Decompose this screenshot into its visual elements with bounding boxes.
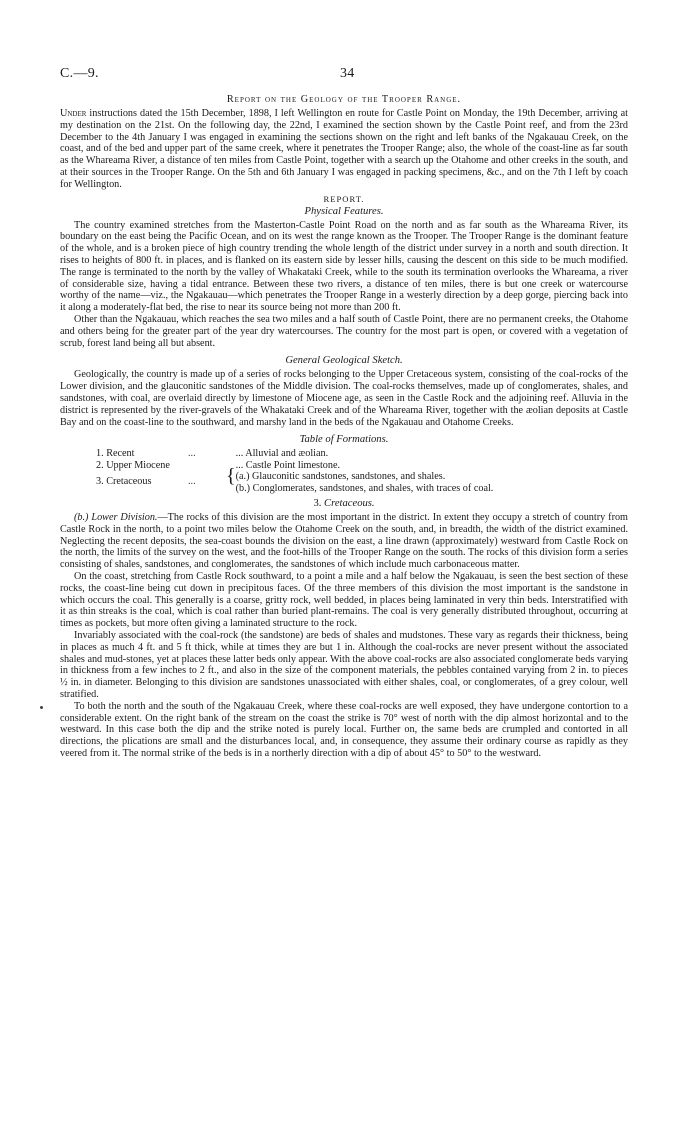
physical-features-heading: Physical Features. [304, 205, 384, 217]
lower-division-label: (b.) Lower Division. [74, 511, 158, 523]
report-heading: REPORT. [323, 193, 365, 204]
geological-paragraph-1: Geologically, the country is made up of a series of rocks belonging to the Upper Cretaceous system, consisting of the coal-rocks of the Lower division, and the glauconitic sandstones of the Middle division. The coal-rocks themselves, made up of conglomerates, shales, and sandstones, with coal, are overlaid directly by limestone of Miocene age, as seen in the Castle Rock and the adjoining reef. Alluvia in the district is represented by the river-gravels of the Whakataki Creek and of the Whareama River, together with the æolian deposits at Castle Bay and on the coast-line to the southward, and marshy land in the beds of the Ngakauau and Otahome Creeks. [60, 369, 628, 428]
formation-description: ... Alluvial and æolian. [235, 448, 329, 460]
cretaceous-heading [60, 498, 628, 509]
table-row [96, 460, 493, 471]
formation-name: 2. Upper Miocene [96, 459, 170, 471]
geological-sketch-heading: General Geological Sketch. [285, 355, 403, 367]
margin-dot [40, 706, 43, 709]
formations-heading: Table of Formations. [299, 434, 389, 446]
physical-paragraph-1: The country examined stretches from the Masterton-Castle Point Road on the north and as far south as the Whareama River, its boundary on the east being the Pacific Ocean, and on its west the range known as the Trooper. The Trooper Range is the dominant feature of the whole, and is a broken piece of high country trending the whole length of the district under survey in a north and south direction. It rises to heights of 800 ft. in places, and is flanked on its eastern side by lesser hills, causing the descent on this side to be much modified. The range is terminated to the north by the valley of Whakataki Creek, while to the south its termination overlooks the Whareama, a river of considerable size, having a tidal entrance. Between these two rivers, a distance of ten miles, there is but one creek or watercourse worthy of the name—viz., the Ngakauau—which penetrates the Trooper Range in a westerly direction by a deep gorge, piercing back into it along a moderately-flat bed, the rise to near its source being not more than 200 ft. [60, 219, 628, 314]
page-body [60, 58, 628, 760]
formation-name: 1. Recent [96, 448, 135, 460]
formation-leader [188, 460, 226, 471]
formation-description-a: (a.) Glauconitic sandstones, sandstones, and shales. [235, 471, 446, 483]
document-code: C.—9. [60, 66, 99, 81]
intro-text: instructions dated the 15th December, 1898, I left Wellington en route for Castle Point on Monday, the 19th December, arriving at my destination on the 21st. On the following day, the 22nd, I examined the section shown by the Castle Point reef, and from the 23rd December to the 4th January I was engaged in examining the sections shown on the right and left banks of the Ngakauau Creek, on the coast, and of the bed and upper part of the same creek, where it penetrates the Trooper Range; also, the whole of the coast-line as far south as the Whareama River, a distance of ten miles from Castle Point, together with a search up the Otahome and other creeks in the south, and at their sources in the Trooper Range. On the 5th and 6th January I was engaged in packing specimens, &c., and on the 7th I left by coach for Wellington. [60, 108, 628, 190]
brace-symbol: { [226, 465, 236, 488]
intro-paragraph [60, 108, 628, 191]
cretaceous-paragraph-4: To both the north and the south of the Ngakauau Creek, where these coal-rocks are well exposed, they have undergone contortion to a considerable extent. On the right bank of the stream on the coast the strike is 70° west of north with the dip almost horizontal and to the westward. In this case both the dip and the strike noted is purely local. Further on, the same beds are crumpled and contorted in all directions, the plications are small and the disturbances local, and, in consequence, they assume their ordinary course as rapidly as they veered from it. The normal strike of the beds is in a northerly direction with a dip of about 45° to 50° to the westward. [60, 700, 628, 759]
page-number: 34 [340, 66, 355, 81]
formation-description-b: (b.) Conglomerates, sandstones, and shales, with traces of coal. [235, 482, 494, 494]
cretaceous-number: 3. [313, 497, 322, 509]
table-row [96, 448, 493, 459]
cretaceous-paragraph-2: On the coast, stretching from Castle Rock southward, to a point a mile and a half below the Ngakauau, is seen the best section of these rocks, the coast-line being cut down in precipitous faces. Of the three members of this division the most important is the sandstone in which occurs the coal. This generally is a coarse, gritty rock, well bedded, in places being laminated in very thin beds. Interstratified with it as thin streaks is the coal, which is coal rather than buried plant-remains. The coal is very generally distributed throughout, occurring at times as pockets, but more often giving a laminated structure to the rock. [60, 570, 628, 630]
cretaceous-paragraph-1 [60, 512, 628, 571]
physical-paragraph-2: Other than the Ngakauau, which reaches the sea two miles and a half south of Castle Point, there are no permanent creeks, the Otahome and others being for the greater part of the year dry watercourses. The country for the most part is open, or covered with a vegetation of scrub, forest land being all but absent. [60, 313, 628, 349]
cretaceous-title: Cretaceous. [324, 497, 375, 509]
table-row [96, 471, 493, 494]
cretaceous-paragraph-1-text: —The rocks of this division are the most important in the district. In extent they occupy a stretch of country from Castle Rock in the north, to a point two miles below the Otahome Creek on the south, and, in breadth, the width of the district examined. Neglecting the recent deposits, the sea-coast bounds the division on the east, a line drawn (approximately) westward from Castle Rock on the north, the limits of the survey on the west, and the foot-hills of the Trooper Range on the south. The rocks of this division form a series consisting of shales, sandstones, and conglomerates, the sandstones of which include much carbonaceous matter. [60, 511, 628, 571]
formations-table [96, 448, 493, 494]
formation-leader: ... [188, 448, 196, 460]
formation-leader: ... [188, 476, 196, 488]
formation-description: ... Castle Point limestone. [235, 459, 341, 471]
cretaceous-paragraph-3: Invariably associated with the coal-rock (the sandstone) are beds of shales and mudstones. These vary as regards their thickness, being in places as much 4 ft. and 5 ft thick, while at times they are but 1 in. Although the coal-rocks are never present without the associated shales and mud-stones, yet at places these latter beds only appear. With the above coal-rocks are also associated conglomerate beds varying in thickness from a few inches to 2 ft., and also in the size of the component materials, the pebbles contained varying from 2 in. to pieces ½ in. in diameter. Belonging to this division are sandstones unassociated with either shales, coal, or conglomerates, of a grey colour, well stratified. [60, 629, 629, 700]
intro-lead-word: Under [60, 108, 87, 119]
formation-name: 3. Cretaceous [96, 476, 152, 488]
report-title: Report on the Geology of the Trooper Range. [226, 94, 462, 105]
